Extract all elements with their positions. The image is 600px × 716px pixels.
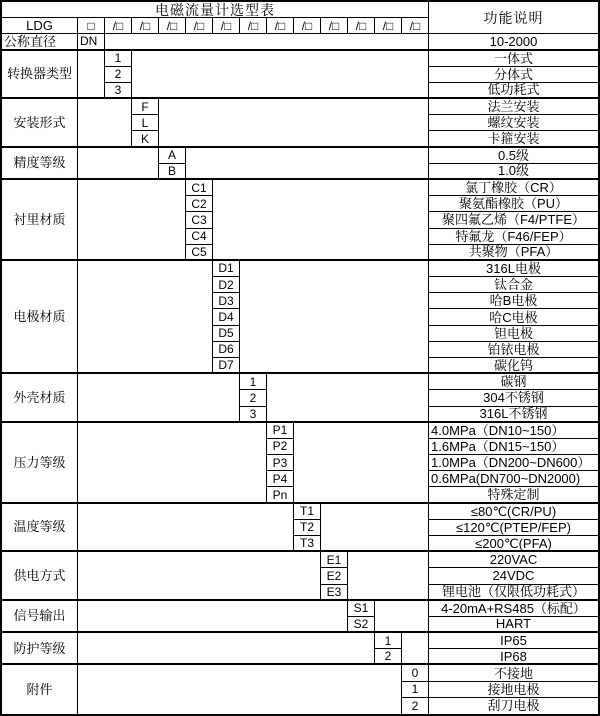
blank-cell	[78, 99, 132, 148]
option-description: 一体式	[429, 51, 598, 67]
code-slot: /□	[240, 18, 267, 34]
option-description: 不接地	[429, 665, 598, 681]
option-code: 3	[105, 83, 132, 99]
option-description: HART	[429, 617, 598, 633]
option-description: 钽电极	[429, 326, 598, 342]
blank-cell	[105, 34, 429, 50]
code-slot: /□	[159, 18, 186, 34]
blank-cell	[213, 180, 429, 261]
option-code: 1	[240, 374, 267, 390]
option-code: S2	[348, 617, 375, 633]
blank-cell	[294, 423, 429, 504]
blank-cell	[267, 374, 429, 423]
option-code: T3	[294, 536, 321, 552]
option-description: ≤200℃(PFA)	[429, 536, 598, 552]
code-slot: /□	[321, 18, 348, 34]
option-code: P2	[267, 439, 294, 455]
option-code: 2	[375, 649, 402, 665]
code-slot: /□	[186, 18, 213, 34]
option-description: 卡箍安装	[429, 131, 598, 147]
code-slot: /□	[375, 18, 402, 34]
blank-cell	[78, 51, 105, 100]
option-description: 220VAC	[429, 552, 598, 568]
diameter-desc: 10-2000	[429, 34, 598, 50]
option-code: T1	[294, 504, 321, 520]
function-column-header: 功能说明	[429, 2, 598, 34]
blank-cell	[186, 148, 429, 180]
option-description: IP65	[429, 633, 598, 649]
code-slot: /□	[105, 18, 132, 34]
option-code: E2	[321, 568, 348, 584]
option-description: 聚四氟乙烯（F4/PTFE）	[429, 212, 598, 228]
blank-cell	[78, 261, 213, 374]
blank-cell	[159, 99, 429, 148]
option-code: E1	[321, 552, 348, 568]
blank-cell	[348, 552, 429, 601]
blank-cell	[78, 180, 186, 261]
blank-cell	[240, 261, 429, 374]
option-code: K	[132, 131, 159, 147]
option-code: D3	[213, 293, 240, 309]
code-slot: /□	[213, 18, 240, 34]
option-code: P1	[267, 423, 294, 439]
option-code: S1	[348, 601, 375, 617]
code-slot: /□	[348, 18, 375, 34]
option-code: D6	[213, 342, 240, 358]
option-description: 24VDC	[429, 568, 598, 584]
option-code: D2	[213, 277, 240, 293]
option-description: 钛合金	[429, 277, 598, 293]
option-description: 1.0级	[429, 164, 598, 180]
option-description: 共聚物（PFA）	[429, 245, 598, 261]
model-prefix: LDG	[2, 18, 78, 34]
diameter-label: 公称直径	[2, 34, 78, 50]
code-slot: /□	[294, 18, 321, 34]
option-code: P4	[267, 471, 294, 487]
blank-cell	[78, 665, 402, 714]
code-slot: /□	[267, 18, 294, 34]
option-description: 特氟龙（F46/FEP）	[429, 229, 598, 245]
option-description: IP68	[429, 649, 598, 665]
option-description: 1.6MPa（DN15~150）	[429, 439, 598, 455]
blank-cell	[78, 148, 159, 180]
option-description: 法兰安装	[429, 99, 598, 115]
option-description: 316L电极	[429, 261, 598, 277]
option-code: C2	[186, 196, 213, 212]
option-description: 碳化钨	[429, 358, 598, 374]
blank-cell	[78, 374, 240, 423]
option-description: 低功耗式	[429, 83, 598, 99]
section-label: 防护等级	[2, 633, 78, 665]
option-code: D4	[213, 309, 240, 325]
option-description: 分体式	[429, 67, 598, 83]
option-code: 1	[105, 51, 132, 67]
option-description: 聚氨酯橡胶（PU）	[429, 196, 598, 212]
option-description: 1.0MPa（DN200~DN600）	[429, 455, 598, 471]
section-label: 衬里材质	[2, 180, 78, 261]
option-description: 哈C电极	[429, 309, 598, 325]
option-code: D1	[213, 261, 240, 277]
option-code: 1	[402, 682, 429, 698]
option-code: D5	[213, 326, 240, 342]
option-code: T2	[294, 520, 321, 536]
section-label: 温度等级	[2, 504, 78, 553]
option-description: 锂电池（仅限低功耗式）	[429, 585, 598, 601]
option-code: D7	[213, 358, 240, 374]
option-description: 刮刀电极	[487, 698, 540, 714]
option-code: P3	[267, 455, 294, 471]
option-description: 0.5级	[429, 148, 598, 164]
blank-cell	[78, 423, 267, 504]
option-description: 哈B电极	[429, 293, 598, 309]
option-code: 1	[375, 633, 402, 649]
blank-cell	[78, 552, 321, 601]
section-label: 信号输出	[2, 601, 78, 633]
option-code: C5	[186, 245, 213, 261]
section-label: 压力等级	[2, 423, 78, 504]
blank-cell	[78, 601, 348, 633]
option-code: E3	[321, 585, 348, 601]
option-code: 2	[105, 67, 132, 83]
option-description: 接地电极	[429, 682, 598, 698]
option-code: L	[132, 115, 159, 131]
section-label: 外壳材质	[2, 374, 78, 423]
blank-cell	[132, 51, 429, 100]
blank-cell	[375, 601, 429, 633]
option-description: 碳钢	[429, 374, 598, 390]
option-description: 氯丁橡胶（CR）	[429, 180, 598, 196]
section-label: 附件	[2, 665, 78, 714]
code-slot: /□	[402, 18, 429, 34]
option-code: 2	[402, 698, 429, 714]
section-label: 精度等级	[2, 148, 78, 180]
section-label: 转换器类型	[2, 51, 78, 100]
blank-cell	[321, 504, 429, 553]
option-code: 0	[402, 665, 429, 681]
code-slot: /□	[132, 18, 159, 34]
option-description: 特殊定制	[429, 487, 598, 503]
option-description: 螺纹安装	[429, 115, 598, 131]
section-label: 电极材质	[2, 261, 78, 374]
option-description: ≤120℃(PTEP/FEP)	[429, 520, 598, 536]
option-description: 316L不锈钢	[429, 407, 598, 423]
model-code-box: □	[78, 18, 105, 34]
option-description: 4.0MPa（DN10~150）	[429, 423, 598, 439]
option-description: 4-20mA+RS485（标配）	[429, 601, 598, 617]
option-description: 0.6MPa(DN700~DN2000)	[429, 471, 598, 487]
option-code: C3	[186, 212, 213, 228]
option-code: F	[132, 99, 159, 115]
section-label: 安装形式	[2, 99, 78, 148]
option-code: B	[159, 164, 186, 180]
blank-cell	[78, 633, 375, 665]
option-description: 304不锈钢	[429, 390, 598, 406]
table-title: 电磁流量计选型表	[2, 2, 429, 18]
diameter-code: DN	[78, 34, 105, 50]
option-code: C4	[186, 229, 213, 245]
option-description: 铂铱电极	[429, 342, 598, 358]
option-code: 3	[240, 407, 267, 423]
option-code: Pn	[267, 487, 294, 503]
option-code: C1	[186, 180, 213, 196]
blank-cell	[78, 504, 294, 553]
section-label: 供电方式	[2, 552, 78, 601]
option-code: 2	[240, 390, 267, 406]
option-description: ≤80℃(CR/PU)	[429, 504, 598, 520]
option-code: A	[159, 148, 186, 164]
blank-cell	[402, 633, 429, 665]
